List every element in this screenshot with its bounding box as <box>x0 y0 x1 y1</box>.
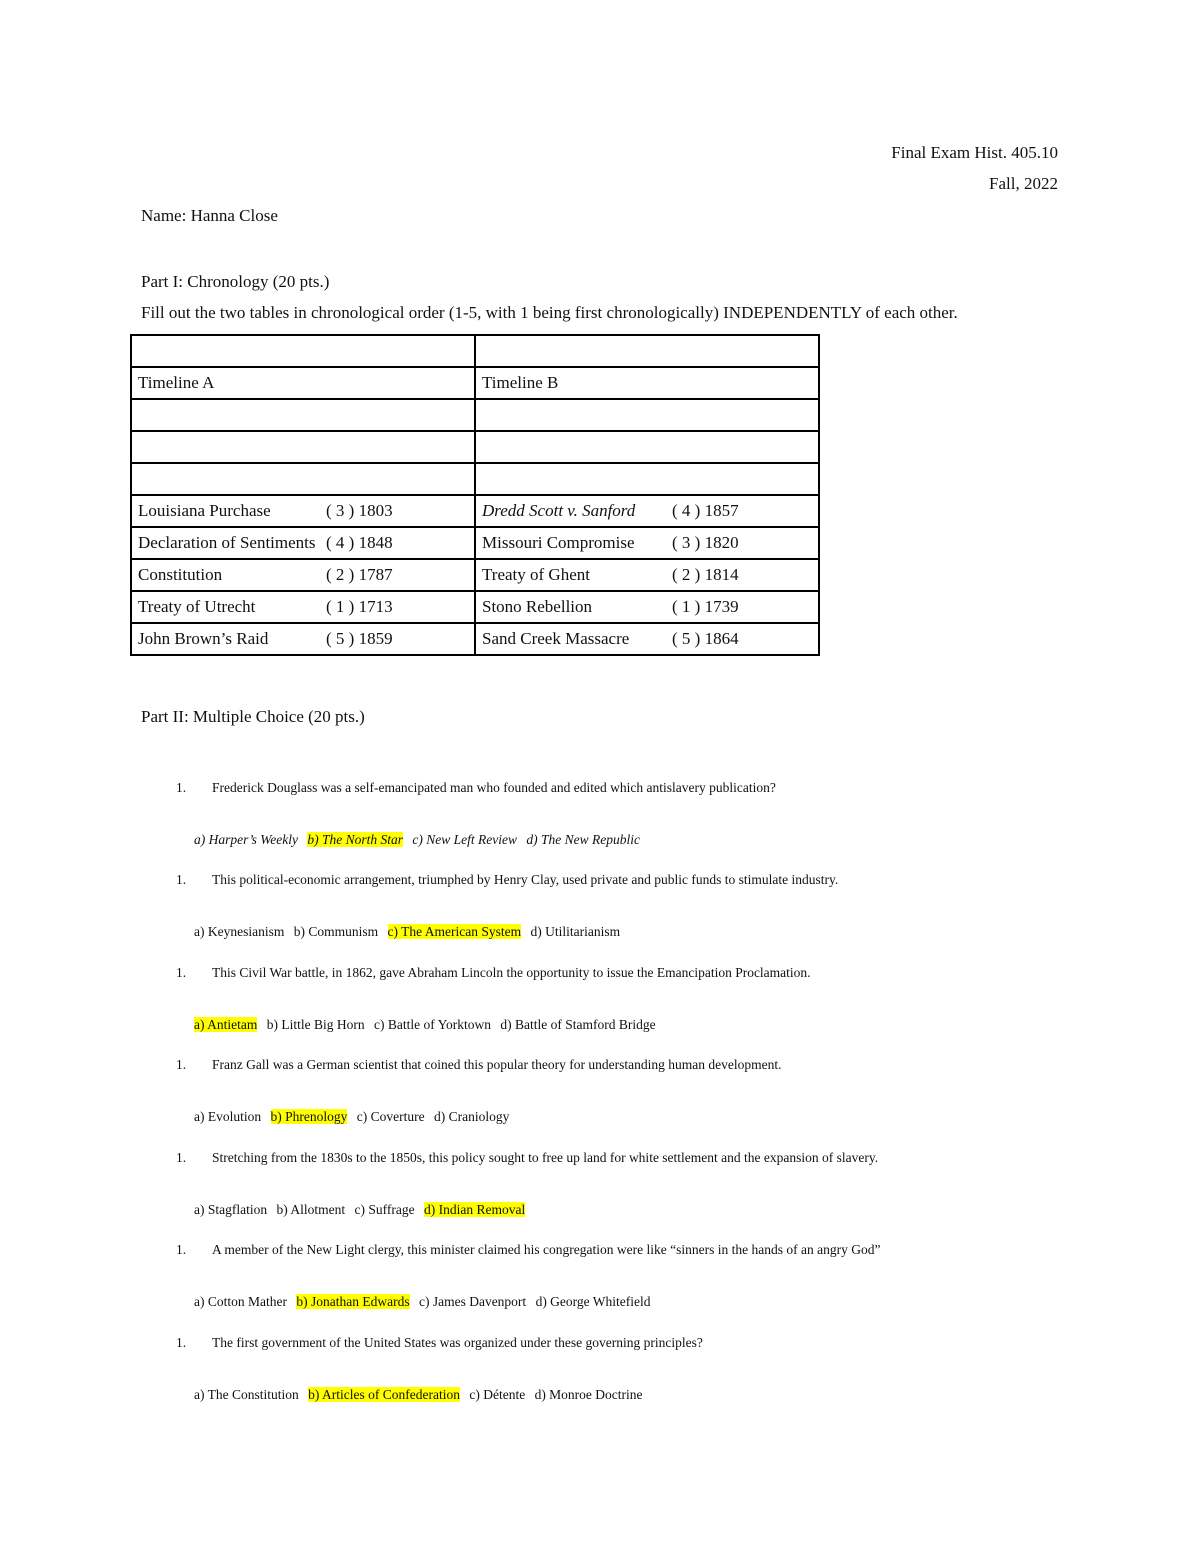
event-name: John Brown’s Raid <box>138 629 269 648</box>
question-text: Frederick Douglass was a self-emancipated man who founded and edited which antislavery publication? <box>212 780 776 795</box>
table-row <box>131 495 819 527</box>
timeline-a-cell <box>131 591 475 623</box>
exam-title: Final Exam Hist. 405.10 <box>891 143 1058 162</box>
timeline-a-cell <box>131 527 475 559</box>
option-d: d) The New Republic <box>526 832 640 847</box>
option-d: d) Battle of Stamford Bridge <box>500 1017 656 1032</box>
event-name: Constitution <box>138 565 223 584</box>
answer-options <box>194 1017 662 1033</box>
option-a: a) Harper’s Weekly <box>194 832 298 847</box>
event-name: Treaty of Ghent <box>482 565 590 584</box>
timeline-table <box>130 334 820 656</box>
question-text: Franz Gall was a German scientist that coined this popular theory for understanding human development. <box>212 1057 782 1072</box>
option-d: d) Monroe Doctrine <box>534 1387 643 1402</box>
table-cell <box>131 463 475 495</box>
question-text: This Civil War battle, in 1862, gave Abraham Lincoln the opportunity to issue the Emancipation Proclamation. <box>212 965 811 980</box>
event-order: ( 4 ) 1848 <box>326 533 393 552</box>
table-row <box>131 591 819 623</box>
part1-instructions: Fill out the two tables in chronological order (1-5, with 1 being first chronologically) INDEPENDENTLY of each other. <box>141 303 958 322</box>
table-header-row <box>131 367 819 399</box>
option-c: c) Coverture <box>356 1109 425 1124</box>
question-number: 1. <box>176 1242 187 1257</box>
option-c: c) Battle of Yorktown <box>373 1017 491 1032</box>
option-b-selected: b) The North Star <box>307 832 403 847</box>
question-number: 1. <box>176 1057 187 1072</box>
event-order: ( 1 ) 1739 <box>672 597 739 616</box>
option-d: d) Utilitarianism <box>530 924 621 939</box>
table-row <box>131 527 819 559</box>
option-c: c) Suffrage <box>354 1202 415 1217</box>
question-number: 1. <box>176 872 187 887</box>
option-a: a) Cotton Mather <box>194 1294 287 1309</box>
table-row <box>131 399 819 431</box>
answer-options <box>194 832 646 848</box>
event-name: Missouri Compromise <box>482 533 635 552</box>
table-cell <box>131 431 475 463</box>
option-b: b) Little Big Horn <box>266 1017 365 1032</box>
option-a: a) Stagflation <box>194 1202 268 1217</box>
event-order: ( 4 ) 1857 <box>672 501 739 520</box>
option-a-selected: a) Antietam <box>194 1017 258 1032</box>
timeline-b-cell <box>475 591 819 623</box>
question-text: A member of the New Light clergy, this minister claimed his congregation were like “sinners in the hands of an angry God” <box>212 1242 881 1257</box>
event-name: Sand Creek Massacre <box>482 629 630 648</box>
table-row <box>131 335 819 367</box>
question-number: 1. <box>176 1335 187 1350</box>
event-name: Treaty of Utrecht <box>138 597 256 616</box>
option-a: a) Keynesianism <box>194 924 285 939</box>
option-b-selected: b) Jonathan Edwards <box>296 1294 410 1309</box>
event-name: Louisiana Purchase <box>138 501 271 520</box>
event-name: Stono Rebellion <box>482 597 593 616</box>
table-cell <box>475 463 819 495</box>
table-cell <box>475 399 819 431</box>
option-b-selected: b) Articles of Confederation <box>308 1387 460 1402</box>
question-text: This political-economic arrangement, triumphed by Henry Clay, used private and public funds to stimulate industry. <box>212 872 839 887</box>
option-b-selected: b) Phrenology <box>270 1109 348 1124</box>
event-order: ( 3 ) 1820 <box>672 533 739 552</box>
timeline-a-cell <box>131 623 475 655</box>
timeline-a-cell <box>131 495 475 527</box>
event-order: ( 2 ) 1814 <box>672 565 739 584</box>
answer-options <box>194 1294 657 1310</box>
table-row <box>131 623 819 655</box>
table-cell <box>131 335 475 367</box>
question-number: 1. <box>176 1150 187 1165</box>
question-number: 1. <box>176 780 187 795</box>
event-name: Declaration of Sentiments <box>138 533 316 552</box>
exam-term: Fall, 2022 <box>989 174 1058 193</box>
table-cell <box>475 431 819 463</box>
part2-title: Part II: Multiple Choice (20 pts.) <box>141 707 365 726</box>
event-order: ( 2 ) 1787 <box>326 565 393 584</box>
option-a: a) Evolution <box>194 1109 262 1124</box>
option-b: b) Allotment <box>276 1202 346 1217</box>
answer-options <box>194 1109 515 1125</box>
option-c: c) New Left Review <box>412 832 517 847</box>
timeline-b-cell <box>475 495 819 527</box>
option-c: c) Détente <box>469 1387 526 1402</box>
timeline-b-cell <box>475 623 819 655</box>
question-text: Stretching from the 1830s to the 1850s, this policy sought to free up land for white settlement and the expansion of slavery. <box>212 1150 879 1165</box>
option-b: b) Communism <box>293 924 379 939</box>
event-order: ( 1 ) 1713 <box>326 597 393 616</box>
option-a: a) The Constitution <box>194 1387 299 1402</box>
timeline-b-header: Timeline B <box>475 367 819 399</box>
table-row <box>131 431 819 463</box>
event-name: Dredd Scott v. Sanford <box>482 501 636 520</box>
part1-title: Part I: Chronology (20 pts.) <box>141 272 330 291</box>
timeline-b-cell <box>475 527 819 559</box>
option-d-selected: d) Indian Removal <box>423 1202 526 1217</box>
table-row <box>131 559 819 591</box>
event-order: ( 3 ) 1803 <box>326 501 393 520</box>
table-cell <box>475 335 819 367</box>
option-d: d) George Whitefield <box>535 1294 651 1309</box>
answer-options <box>194 1387 649 1403</box>
table-row <box>131 463 819 495</box>
answer-options <box>194 1202 531 1218</box>
option-c: c) James Davenport <box>418 1294 527 1309</box>
answer-options <box>194 924 626 940</box>
option-c-selected: c) The American System <box>387 924 522 939</box>
timeline-a-header: Timeline A <box>131 367 475 399</box>
student-name: Name: Hanna Close <box>141 206 278 225</box>
event-order: ( 5 ) 1859 <box>326 629 393 648</box>
table-cell <box>131 399 475 431</box>
question-text: The first government of the United States was organized under these governing principles? <box>212 1335 703 1350</box>
timeline-a-cell <box>131 559 475 591</box>
timeline-b-cell <box>475 559 819 591</box>
option-d: d) Craniology <box>433 1109 510 1124</box>
question-number: 1. <box>176 965 187 980</box>
event-order: ( 5 ) 1864 <box>672 629 739 648</box>
